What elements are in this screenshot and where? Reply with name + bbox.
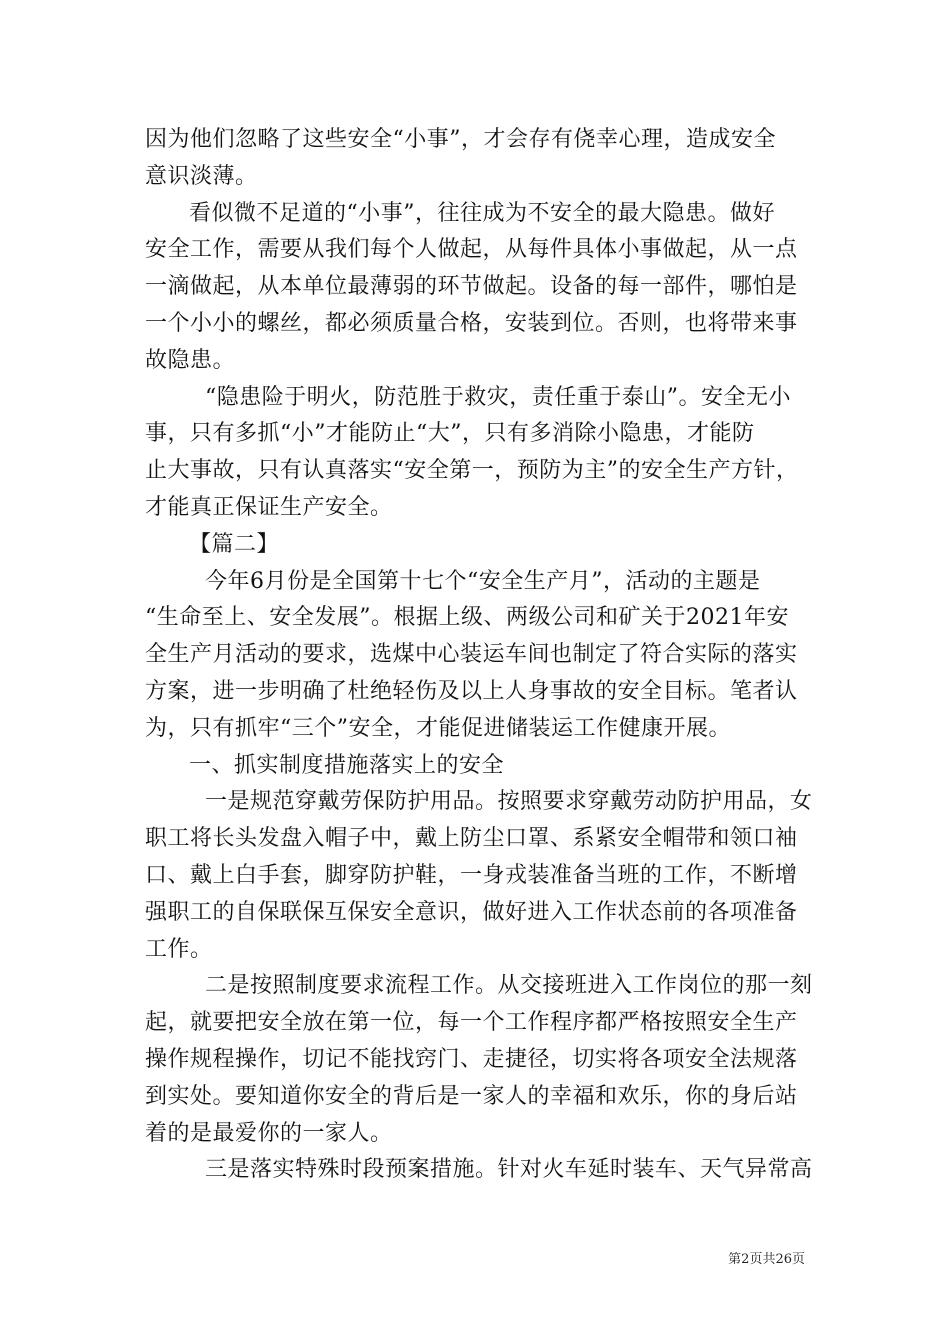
text-line: 意识淡薄。	[145, 163, 258, 189]
text-line: 因为他们忽略了这些安全“小事”，才会存有侥幸心理，造成安全	[145, 127, 776, 152]
paragraph-start: 今年6月份是全国第十七个“安全生产月”，活动的主题是	[205, 568, 761, 594]
paragraph-start: 二是按照制度要求流程工作。从交接班进入工作岗位的那一刻	[205, 973, 813, 999]
text-line: 强职工的自保联保互保安全意识，做好进入工作状态前的各项准备	[145, 899, 798, 925]
text-line: 着的是最爱你的一家人。	[145, 1120, 393, 1146]
text-line: 起，就要把安全放在第一位，每一个工作程序都严格按照安全生产	[145, 1010, 798, 1036]
text-line: 职工将长头发盘入帽子中，戴上防尘口罩、系紧安全帽带和领口袖	[145, 826, 798, 852]
text-line: 工作。	[145, 936, 213, 962]
section-heading: 【篇二】	[189, 531, 280, 557]
text-line: 全生产月活动的要求，选煤中心装运车间也制定了符合实际的落实	[145, 642, 798, 668]
subheading: 一、抓实制度措施落实上的安全	[189, 752, 505, 778]
text-line: 操作规程操作，切记不能找窍门、走捷径，切实将各项安全法规落	[145, 1046, 798, 1072]
document-body	[145, 122, 825, 1189]
paragraph-start: 一是规范穿戴劳保防护用品。按照要求穿戴劳动防护用品，女	[205, 789, 813, 815]
text-line: 安全工作，需要从我们每个人做起，从每件具体小事做起，从一点	[145, 237, 798, 263]
paragraph-start: 看似微不足道的“小事”，往往成为不安全的最大隐患。做好	[189, 200, 775, 226]
text-line: 才能真正保证生产安全。	[145, 494, 393, 520]
text-line: 一个小小的螺丝，都必须质量合格，安装到位。否则，也将带来事	[145, 310, 798, 336]
text-line: 事，只有多抓“小”才能防止“大”，只有多消除小隐患，才能防	[145, 421, 755, 447]
paragraph-start: 三是落实特殊时段预案措施。针对火车延时装车、天气异常高	[205, 1157, 813, 1183]
text-line: 口、戴上白手套，脚穿防护鞋，一身戎装准备当班的工作，不断增	[145, 862, 798, 888]
text-line: 方案，进一步明确了杜绝轻伤及以上人身事故的安全目标。笔者认	[145, 678, 798, 704]
text-line: 止大事故，只有认真落实“安全第一，预防为主”的安全生产方针，	[145, 458, 799, 484]
paragraph-start: “隐患险于明火，防范胜于救灾，责任重于泰山”。安全无小	[205, 384, 791, 410]
text-line: 故隐患。	[145, 347, 236, 373]
text-line: 一滴做起，从本单位最薄弱的环节做起。设备的每一部件，哪怕是	[145, 274, 798, 300]
page-number: 第2页共26页	[728, 1252, 805, 1267]
text-line: “生命至上、安全发展”。根据上级、两级公司和矿关于2021年安	[145, 605, 789, 631]
text-line: 到实处。要知道你安全的背后是一家人的幸福和欢乐，你的身后站	[145, 1083, 798, 1109]
text-line: 为，只有抓牢“三个”安全，才能促进储装运工作健康开展。	[145, 715, 731, 741]
